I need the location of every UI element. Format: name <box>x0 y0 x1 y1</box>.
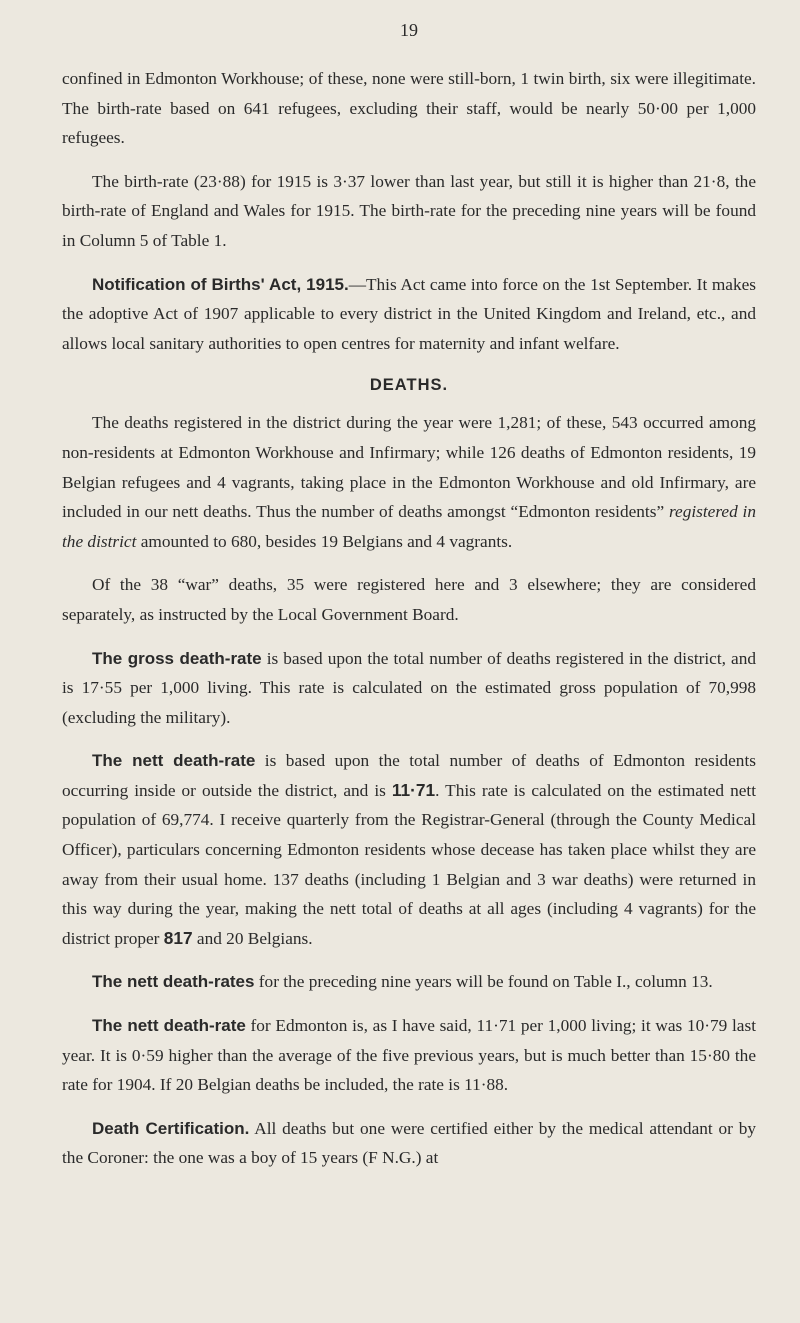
gross-death-rate-text: is based upon the total number of deaths registered in the district, and is 17·55 per 1,000 living. This rate is calculated on the estimated gross population of 70,998 (excluding the military). <box>62 648 756 727</box>
paragraph-deaths-registered <box>62 408 756 556</box>
document-page <box>62 18 756 1187</box>
paragraph-birth-rate: The birth-rate (23·88) for 1915 is 3·37 lower than last year, but still it is higher than 21·8, the birth-rate of England and Wales for 1915. The birth-rate for the preceding nine years will be found in Column 5 of Table 1. <box>62 171 756 250</box>
paragraph-nett-death-rate <box>62 746 756 953</box>
paragraph-nett-death-rate-edmonton <box>62 1011 756 1100</box>
gross-death-rate-heading: The gross death-rate <box>92 648 262 668</box>
nett-death-rates-text: for the preceding nine years will be found on Table I., column 13. <box>254 972 713 992</box>
death-certification-heading: Death Certification. <box>92 1118 250 1138</box>
nett-death-total: 817 <box>163 927 193 948</box>
deaths-section-title: DEATHS. <box>369 376 449 395</box>
paragraph-refugee-births: confined in Edmonton Workhouse; of these, none were still-born, 1 twin birth, six were illegitimate. The birth-rate based on 641 refugees, excluding their staff, would be nearly 50·00 per 1,000 refugees. <box>62 69 756 148</box>
deaths-registered-text-b: amounted to 680, besides 19 Belgians and 4 vagrants. <box>136 531 513 551</box>
edmonton-death-rate-text: for Edmonton is, as I have said, 11·71 per 1,000 living; it was 10·79 last year. It is 0·59 higher than the average of the five previous years, but is much better than 15·80 the rate for 1904. If 20 Belgian deaths be included, the rate is 11·88. <box>62 1016 756 1095</box>
paragraph-war-deaths: Of the 38 “war” deaths, 35 were registered here and 3 elsewhere; they are considered separately, as instructed by the Local Government Board. <box>62 575 756 624</box>
notification-act-text: —This Act came into force on the 1st September. It makes the adoptive Act of 1907 applicable to every district in the United Kingdom and Ireland, etc., and allows local sanitary authorities to open centres for maternity and infant welfare. <box>62 274 756 353</box>
paragraph-gross-death-rate <box>62 644 756 733</box>
notification-act-heading: Notification of Births' Act, 1915. <box>92 274 349 294</box>
nett-death-rate-text-c: and 20 Belgians. <box>192 928 313 948</box>
paragraph-notification-act <box>62 270 756 359</box>
deaths-registered-text-a: The deaths registered in the district during the year were 1,281; of these, 543 occurred among non-residents at Edmonton Workhouse and Infirmary; while 126 deaths of Edmonton residents, 19 Belgian refugees and 4 vagrants, taking place in the Edmonton Workhouse and old Infirmary, are included in our nett deaths. Thus the number of deaths amongst “Edmonton residents” <box>62 413 756 522</box>
death-certification-text: All deaths but one were certified either by the medical attendant or by the Coroner: the one was a boy of 15 years (F N.G.) at <box>62 1118 757 1168</box>
page-number: 19 <box>400 20 418 40</box>
nett-death-rate-text-a: is based upon the total number of deaths of Edmonton residents occurring inside or outside the district, and is <box>62 751 756 800</box>
nett-death-rate-text-b: . This rate is calculated on the estimated nett population of 69,774. I receive quarterly from the Registrar-General (through the County Medical Officer), particulars concerning Edmonton residents whose decease has taken place whilst they are away from their usual home. 137 deaths (including 1 Belgian and 3 war deaths) were returned in this way during the year, making the nett total of deaths at all ages (including 4 vagrants) for the district proper <box>62 780 756 948</box>
paragraph-death-certification <box>62 1114 756 1173</box>
nett-death-rate-heading: The nett death-rate <box>92 751 256 771</box>
deaths-registered-italic: registered in the district <box>62 502 756 551</box>
paragraph-nett-death-rates-table <box>62 967 756 997</box>
edmonton-death-rate-heading: The nett death-rate <box>92 1016 246 1036</box>
nett-death-rate-value: 11·71 <box>391 779 436 800</box>
nett-death-rates-heading: The nett death-rates <box>92 972 255 992</box>
